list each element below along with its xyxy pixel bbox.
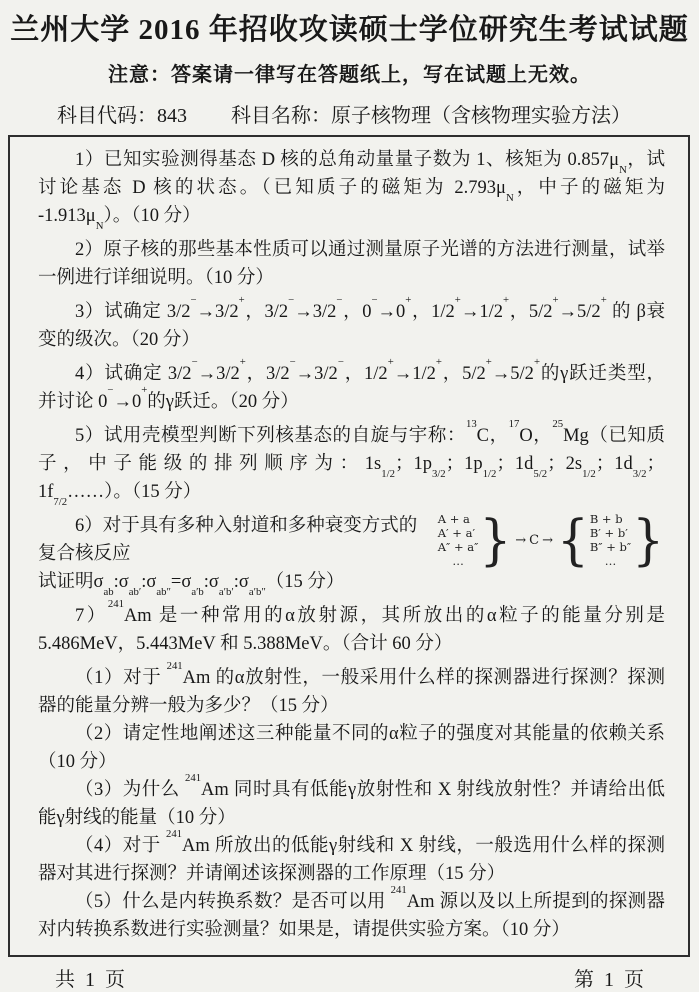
subject-name: 科目名称：原子核物理（含核物理实验方法） — [231, 105, 631, 127]
formula-left-brace: { — [557, 508, 589, 572]
formula-exit-channels: B + b B′ + b′ B″ + b″ … — [589, 512, 632, 568]
reaction-formula — [437, 508, 665, 572]
question-6 — [38, 508, 665, 572]
notice-line: 注意：答案请一律写在答题纸上，写在试题上无效。 — [108, 64, 591, 86]
question-5: 5）试用壳模型判断下列核基态的自旋与宇称：$^{13}$C，$^{17}$O，$^{25}$Mg（已知质子，中子能级的排列顺序为：$1s_{1/2}$；$1p_{3/2}$；$1p_{1/2}$；$1d_{5/2}$；$2s_{1/2}$；$1d_{3/2}$；$1f_{7/2}\dots\dots$）。（15 分） — [38, 418, 665, 508]
formula-arrow: → — [542, 532, 554, 548]
question-1: 1）已知实验测得基态 D 核的总角动量量子数为 1、核矩为 $0.857\mu_N$，试讨论基态 D 核的状态。（已知质子的磁矩为 $2.793\mu_N$，中子的磁矩为 $-1.913\mu_N$）。（10 分） — [38, 150, 665, 232]
question-7: 7）$^{241}$Am 是一种常用的α放射源，其所放出的α粒子的能量分别是 5.486MeV，5.443MeV 和 5.388MeV。（合计 60 分） — [38, 598, 665, 654]
question-7-part-4: （4）对于 $^{241}$Am 所放出的低能γ射线和 X 射线，一般选用什么样的探测器对其进行探测？并请阐述该探测器的工作原理（15 分） — [38, 828, 665, 884]
page-footer — [55, 963, 644, 992]
question-7-part-2: （2）请定性地阐述这三种能量不同的α粒子的强度对其能量的依赖关系（10 分） — [38, 724, 665, 772]
subject-line — [0, 99, 699, 128]
question-6-intro: 6）对于具有多种入射道和多种衰变方式的复合核反应 — [38, 516, 418, 564]
question-box — [8, 135, 690, 957]
formula-right-brace: } — [632, 508, 664, 572]
question-4: 4）试确定 3/2−→3/2+，3/2−→3/2−，1/2+→1/2+，5/2+→5/2+的γ跃迁类型，并讨论 0−→0+的γ跃迁。（20 分） — [38, 356, 666, 412]
question-7-part-1: （1）对于 $^{241}$Am 的α放射性，一般采用什么样的探测器进行探测？探测器的能量分辨一般为多少？（15 分） — [38, 660, 665, 716]
current-page: 第 1 页 — [574, 969, 644, 991]
question-7-part-3: （3）为什么 $^{241}$Am 同时具有低能γ放射性和 X 射线放射性？并请给出低能γ射线的能量（10 分） — [38, 772, 665, 828]
formula-arrow: → — [515, 532, 527, 548]
page-title: 兰州大学 2016 年招收攻读硕士学位研究生考试试题 — [10, 14, 689, 46]
formula-entrance-channels: A + a A′ + a′ A″ + a″ … — [437, 512, 479, 568]
total-pages: 共 1 页 — [55, 969, 125, 991]
question-3: 3）试确定 3/2−→3/2+，3/2−→3/2−，0−→0+，1/2+→1/2+，5/2+→5/2+ 的 β衰变的级次。（20 分） — [38, 294, 666, 350]
subject-code: 科目代码：843 — [57, 105, 187, 127]
formula-right-brace: } — [479, 508, 512, 572]
question-7-part-5: （5）什么是内转换系数？是否可以用 $^{241}$Am 源以及以上所提到的探测器对内转换系数进行实验测量？如果是，请提供实验方案。（10 分） — [38, 884, 665, 940]
question-6-proof: 试证明$\sigma_{ab}:\sigma_{ab'}:\sigma_{ab''}=\sigma_{a'b}:\sigma_{a'b'}:\sigma_{a'b''}(15$ 分） — [38, 572, 345, 598]
formula-compound-nucleus: C — [529, 532, 540, 548]
question-2: 2）原子核的那些基本性质可以通过测量原子光谱的方法进行测量，试举一例进行详细说明。（10 分） — [38, 240, 665, 288]
